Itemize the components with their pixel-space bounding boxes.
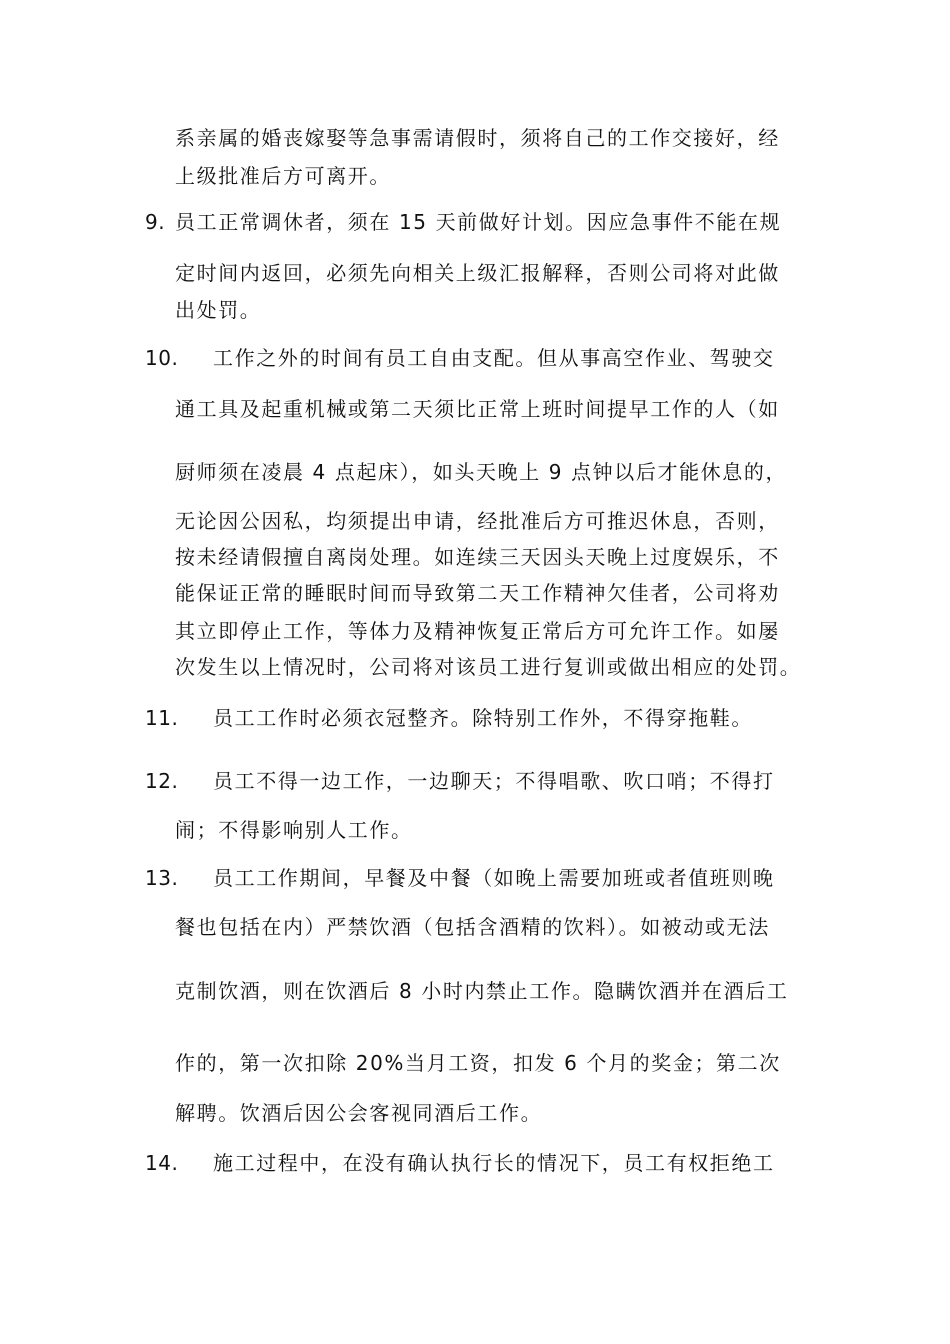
paragraph-line: 按未经请假擅自离岗处理。如连续三天因头天晚上过度娱乐，不 xyxy=(175,545,780,569)
paragraph-line: 解聘。饮酒后因公会客视同酒后工作。 xyxy=(175,1101,543,1125)
paragraph-line: 工作之外的时间有员工自由支配。但从事高空作业、驾驶交 xyxy=(213,346,775,370)
paragraph-line: 施工过程中，在没有确认执行长的情况下，员工有权拒绝工 xyxy=(213,1151,775,1175)
paragraph-line: 克制饮酒，则在饮酒后 8 小时内禁止工作。隐瞒饮酒并在酒后工 xyxy=(175,979,789,1003)
paragraph-line: 厨师须在凌晨 4 点起床），如头天晚上 9 点钟以后才能休息的， xyxy=(175,460,788,484)
paragraph-line: 出处罚。 xyxy=(175,298,262,322)
paragraph-line: 次发生以上情况时，公司将对该员工进行复训或做出相应的处罚。 xyxy=(175,655,802,679)
paragraph-line: 员工不得一边工作，一边聊天；不得唱歌、吹口哨；不得打 xyxy=(213,769,775,793)
paragraph-line: 作的，第一次扣除 20%当月工资，扣发 6 个月的奖金；第二次 xyxy=(175,1051,781,1075)
paragraph-line: 无论因公因私，均须提出申请，经批准后方可推迟休息，否则， xyxy=(175,509,780,533)
item-number: 12. xyxy=(145,769,179,793)
paragraph-line: 员工工作时必须衣冠整齐。除特别工作外，不得穿拖鞋。 xyxy=(213,706,753,730)
paragraph-line: 系亲属的婚丧嫁娶等急事需请假时，须将自己的工作交接好，经 xyxy=(175,126,780,150)
paragraph-line: 上级批准后方可离开。 xyxy=(175,164,391,188)
item-number: 13. xyxy=(145,866,179,890)
paragraph-line: 通工具及起重机械或第二天须比正常上班时间提早工作的人（如 xyxy=(175,397,780,421)
item-number: 11. xyxy=(145,706,179,730)
paragraph-line: 能保证正常的睡眠时间而导致第二天工作精神欠佳者，公司将劝 xyxy=(175,581,780,605)
item-number: 14. xyxy=(145,1151,179,1175)
item-number: 9. xyxy=(145,210,166,234)
paragraph-line: 餐也包括在内）严禁饮酒（包括含酒精的饮料）。如被动或无法 xyxy=(175,915,770,939)
paragraph-line: 员工正常调休者，须在 15 天前做好计划。因应急事件不能在规 xyxy=(175,210,782,234)
paragraph-line: 闹；不得影响别人工作。 xyxy=(175,818,413,842)
paragraph-line: 其立即停止工作，等体力及精神恢复正常后方可允许工作。如屡 xyxy=(175,619,780,643)
paragraph-line: 定时间内返回，必须先向相关上级汇报解释，否则公司将对此做 xyxy=(175,261,780,285)
item-number: 10. xyxy=(145,346,179,370)
paragraph-line: 员工工作期间，早餐及中餐（如晚上需要加班或者值班则晚 xyxy=(213,866,775,890)
